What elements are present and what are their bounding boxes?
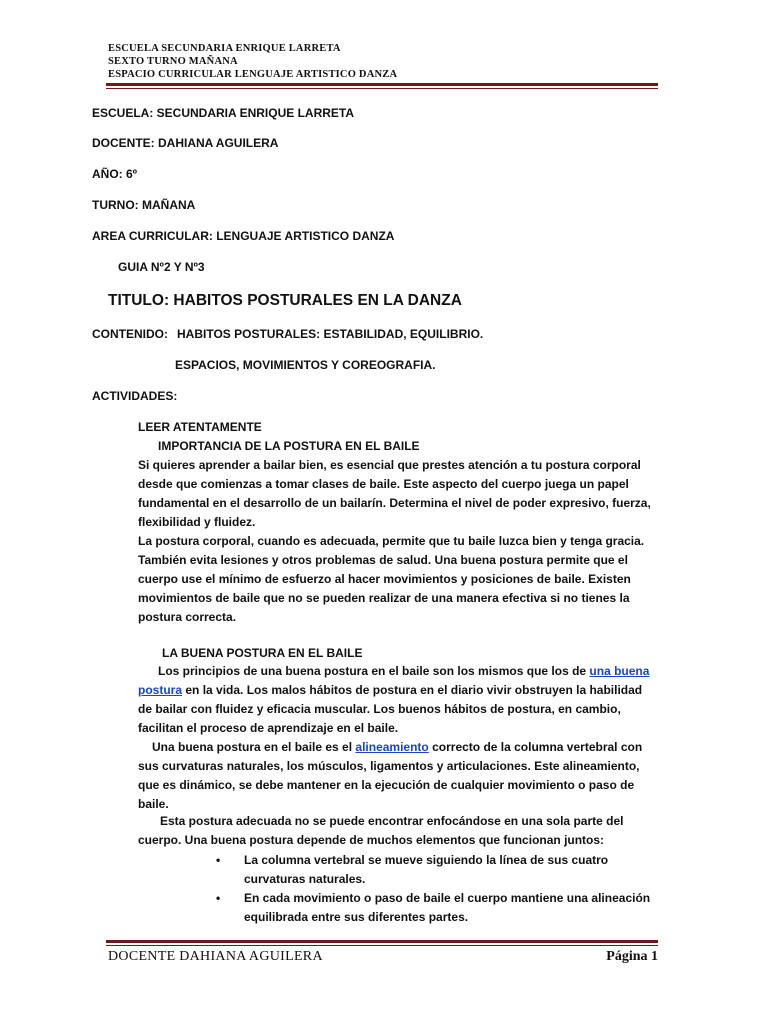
meta-escuela: ESCUELA: SECUNDARIA ENRIQUE LARRETA [92, 106, 355, 120]
meta-guia: GUIA Nº2 Y Nº3 [118, 260, 205, 274]
header-school-line: ESCUELA SECUNDARIA ENRIQUE LARRETA [108, 43, 341, 54]
bullet-icon: • [216, 891, 221, 905]
una-buena-postura-link[interactable]: una buena postura [138, 664, 650, 697]
actividades-label: ACTIVIDADES: [92, 389, 178, 403]
footer-rule-thin [106, 945, 658, 946]
page-title: TITULO: HABITOS POSTURALES EN LA DANZA [108, 292, 462, 309]
alineamiento-link[interactable]: alineamiento [355, 740, 429, 754]
section2-p2-before: Una buena postura en el baile es el [152, 740, 356, 754]
posture-elements-list [216, 851, 658, 927]
section1-heading: IMPORTANCIA DE LA POSTURA EN EL BAILE [158, 439, 420, 453]
footer-page-number: Página 1 [606, 949, 658, 964]
section2-p1-after: en la vida. Los malos hábitos de postura en el diario vivir obstruyen la habilidad de bailar con fluidez y eficacia muscular. Los buenos hábitos de postura, en cambio, facilitan el proceso de aprendizaje en el baile. [138, 683, 643, 735]
contenido-label: CONTENIDO: [92, 327, 168, 341]
meta-anio: AÑO: 6º [92, 167, 138, 181]
section2-paragraph-3: Esta postura adecuada no se puede encontrar enfocándose en una sola parte del cuerpo. Una buena postura depende de muchos elementos que funcionan juntos: [138, 814, 624, 847]
footer-rule-thick [106, 940, 658, 943]
list-item-text: En cada movimiento o paso de baile el cuerpo mantiene una alineación equilibrada entre sus diferentes partes. [244, 891, 651, 924]
list-item [216, 889, 658, 927]
bullet-icon: • [216, 853, 221, 867]
contenido-line-1: HABITOS POSTURALES: ESTABILIDAD, EQUILIBRIO. [177, 327, 484, 341]
list-item-text: La columna vertebral se mueve siguiendo la línea de sus cuatro curvaturas naturales. [244, 853, 609, 886]
footer-teacher-name: DOCENTE DAHIANA AGUILERA [108, 949, 323, 964]
list-item [216, 851, 658, 889]
section2-heading: LA BUENA POSTURA EN EL BAILE [162, 646, 363, 660]
header-shift-line: SEXTO TURNO MAÑANA [108, 56, 238, 67]
header-rule-thick [106, 83, 658, 86]
section2-p1-before: Los principios de una buena postura en el baile son los mismos que los de [158, 664, 590, 678]
meta-turno: TURNO: MAÑANA [92, 198, 196, 212]
contenido-line-2: ESPACIOS, MOVIMIENTOS Y COREOGRAFIA. [175, 358, 436, 372]
leer-instruction: LEER ATENTAMENTE [138, 420, 262, 434]
meta-docente: DOCENTE: DAHIANA AGUILERA [92, 136, 279, 150]
header-subject-line: ESPACIO CURRICULAR LENGUAJE ARTISTICO DANZA [108, 69, 398, 80]
section1-paragraph-1: Si quieres aprender a bailar bien, es esencial que prestes atención a tu postura corporal desde que comienzas a tomar clases de baile. Este aspecto del cuerpo juega un papel fundamental en el desarrollo de un bailarín. Determina el nivel de poder expresivo, fuerza, flexibilidad y fluidez. [138, 458, 651, 529]
section1-paragraph-2: La postura corporal, cuando es adecuada, permite que tu baile luzca bien y tenga gracia. También evita lesiones y otros problemas de salud. Una buena postura permite que el cuerpo use el mínimo de esfuerzo al hacer movimientos y posiciones de baile. Existen movimientos de baile que no se pueden realizar de una manera efectiva si no tienes la postura correcta. [138, 534, 645, 624]
section2-paragraph-2 [138, 738, 658, 814]
meta-area: AREA CURRICULAR: LENGUAJE ARTISTICO DANZA [92, 229, 395, 243]
header-rule-thin [106, 88, 658, 89]
section2-paragraph-1 [138, 662, 658, 738]
section2-p2-after: correcto de la columna vertebral con sus curvaturas naturales, los músculos, ligamentos y articulaciones. Este alineamiento, que es dinámico, se debe mantener en la ejecución de cualquier movimiento o paso de baile. [138, 740, 643, 811]
